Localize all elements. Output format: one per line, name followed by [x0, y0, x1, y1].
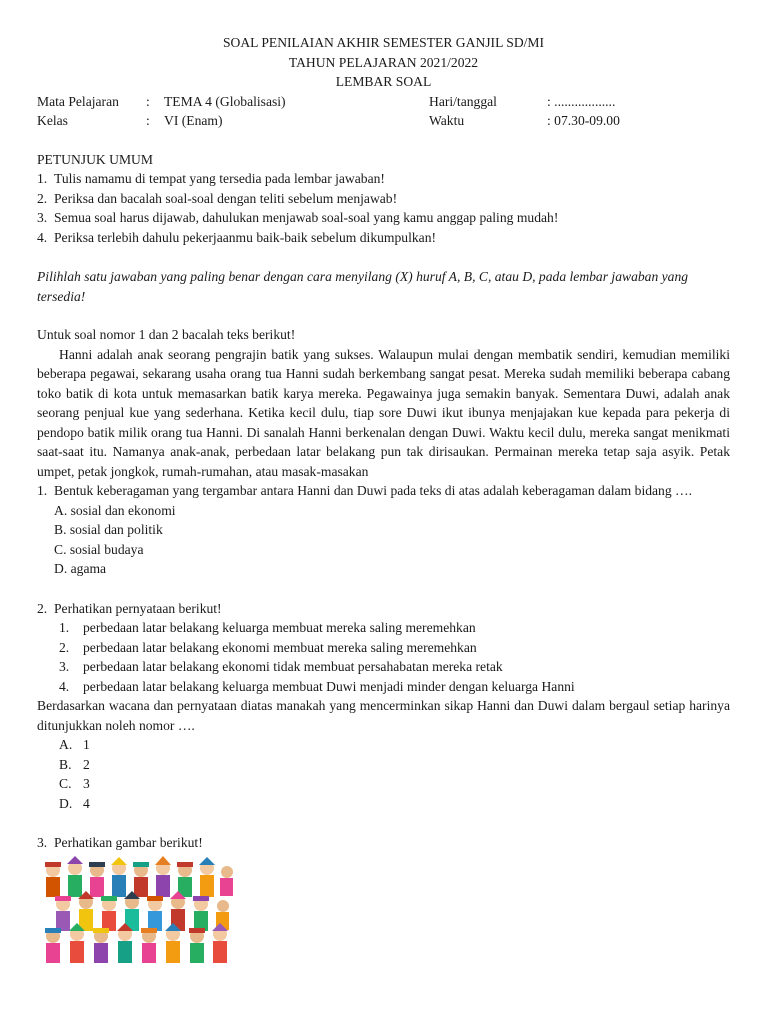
statement-number: 2. [59, 639, 70, 655]
day-value: : .................. [547, 93, 616, 109]
statement-text: perbedaan latar belakang keluarga membuat Duwi menjadi minder dengan keluarga Hanni [83, 678, 575, 694]
question-3 [37, 833, 730, 853]
general-item-number: 2. [37, 190, 48, 206]
general-item [37, 208, 730, 228]
statement-number: 1. [59, 620, 70, 635]
statement-number: 4. [59, 678, 70, 694]
exam-title: SOAL PENILAIAN AKHIR SEMESTER GANJIL SD/MI [222, 35, 545, 50]
option-b: B. sosial dan politik [54, 522, 163, 537]
question-text: Bentuk keberagaman yang tergambar antara Hanni dan Duwi pada teks di atas adalah keberagaman dalam bidang …. [54, 483, 693, 498]
question-text: Perhatikan pernyataan berikut! [54, 600, 222, 616]
info-row-subject [37, 92, 730, 112]
day-label: Hari/tanggal [429, 93, 497, 109]
children-in-traditional-costumes-illustration [39, 856, 235, 966]
option-value: 2 [83, 756, 90, 772]
class-label: Kelas [37, 113, 68, 128]
statement-item [37, 638, 730, 658]
statement-item [37, 677, 730, 697]
option-letter: D. [59, 795, 73, 811]
option-c: C. sosial budaya [54, 541, 144, 557]
question-text: Perhatikan gambar berikut! [54, 835, 203, 850]
option-value: 3 [83, 776, 90, 791]
time-value: : 07.30-09.00 [547, 113, 620, 128]
option-value: 1 [83, 737, 90, 752]
general-item [37, 228, 730, 248]
class-colon: : [146, 113, 150, 128]
general-item [37, 169, 730, 189]
general-item [37, 189, 730, 209]
general-item-text: Periksa terlebih dahulu pekerjaanmu baik-baik sebelum dikumpulkan! [54, 229, 437, 245]
statement-text: perbedaan latar belakang keluarga membuat mereka saling meremehkan [83, 620, 476, 635]
time-label: Waktu [429, 113, 465, 128]
option-d: D. agama [54, 561, 107, 576]
general-item-number: 4. [37, 229, 48, 245]
class-value: VI (Enam) [164, 113, 223, 128]
subject-value: TEMA 4 (Globalisasi) [164, 93, 286, 109]
reading-intro: Untuk soal nomor 1 dan 2 bacalah teks berikut! [37, 327, 296, 342]
option-a: A. sosial dan ekonomi [54, 502, 176, 518]
question-number: 2. [37, 600, 48, 616]
answer-instruction: Pilihlah satu jawaban yang paling benar dengan cara menyilang (X) huruf A, B, C, atau D, pada lembar jawaban yang tersedia! [37, 269, 689, 304]
subject-label: Mata Pelajaran [37, 93, 119, 109]
academic-year: TAHUN PELAJARAN 2021/2022 [288, 54, 479, 70]
sheet-label: LEMBAR SOAL [335, 74, 432, 89]
option-letter: B. [59, 756, 72, 772]
question-1 [37, 481, 730, 501]
subject-colon: : [146, 93, 150, 109]
general-item-text: Periksa dan bacalah soal-soal dengan teliti sebelum menjawab! [54, 190, 398, 206]
question-number: 1. [37, 483, 48, 498]
question-number: 3. [37, 835, 48, 850]
option-value: 4 [83, 795, 90, 811]
question-2-prompt: Berdasarkan wacana dan pernyataan diatas manakah yang mencerminkan sikap Hanni dan Duwi dalam bergaul setiap harinya ditunjukkan noleh nomor …. [37, 698, 730, 733]
cultural-diversity-picture [39, 856, 235, 966]
statement-item [37, 657, 730, 677]
statement-text: perbedaan latar belakang ekonomi membuat mereka saling meremehkan [83, 639, 477, 655]
reading-passage: Hanni adalah anak seorang pengrajin batik yang sukses. Walaupun mulai dengan membatik sendiri, kemudian memiliki beberapa pegawai, sekarang usaha orang tua Hanni sudah berkembang sangat pesat. Mereka sudah memiliki beberapa cabang toko batik di kota untuk memasarkan batik karya mereka. Pegawainya juga semakin banyak. Sementara Duwi, adalah anak seorang penjual kue yang sederhana. Ketika kecil dulu, tiap sore Duwi ikut ibunya menjajakan kue kepada para pekerja di pendopo batik milik orang tua Hanni. Di sanalah Hanni berkenalan dengan Duwi. Waktu kecil dulu, mereka sangat menikmati saat-saat itu. Namanya anak-anak, perbedaan latar belakang pun tak dirisaukan. Permainan mereka tetap saja asyik. Petak umpet, petak jongkok, rumah-rumahan, atau masak-masakan [37, 346, 730, 479]
general-instructions-heading: PETUNJUK UMUM [37, 151, 153, 167]
option-b [37, 755, 730, 775]
statement-number: 3. [59, 659, 70, 674]
statement-item [37, 618, 730, 638]
option-letter: A. [59, 737, 73, 752]
info-row-class [37, 111, 730, 131]
question-2 [37, 599, 730, 619]
option-d [37, 794, 730, 814]
general-item-number: 3. [37, 210, 48, 225]
option-a [37, 735, 730, 755]
general-item-number: 1. [37, 171, 48, 186]
option-letter: C. [59, 776, 72, 791]
general-item-text: Tulis namamu di tempat yang tersedia pada lembar jawaban! [54, 171, 385, 186]
exam-sheet [37, 33, 730, 966]
option-c [37, 774, 730, 794]
general-item-text: Semua soal harus dijawab, dahulukan menjawab soal-soal yang kamu anggap paling mudah! [54, 210, 559, 225]
statement-text: perbedaan latar belakang ekonomi tidak membuat persahabatan mereka retak [83, 659, 503, 674]
